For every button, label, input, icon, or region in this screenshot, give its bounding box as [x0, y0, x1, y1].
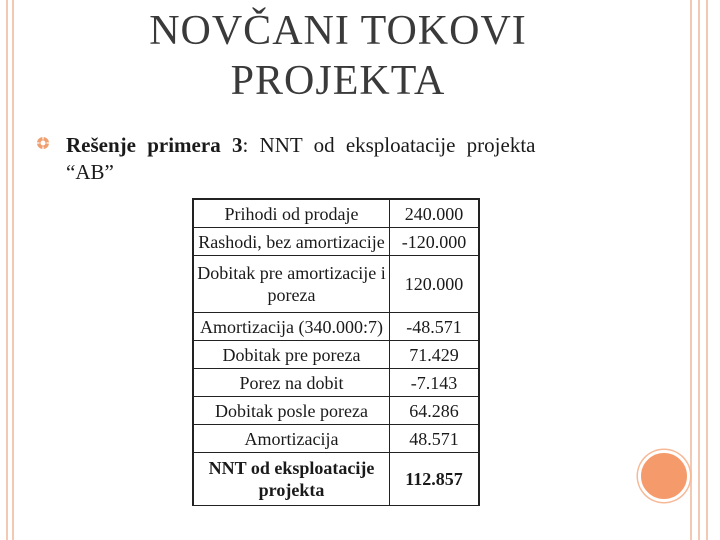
- row-label: Dobitak pre poreza: [194, 341, 390, 369]
- slide-title-line-2: PROJEKTA: [230, 58, 446, 104]
- row-value: -48.571: [390, 313, 479, 341]
- bullet-bold-text: Rešenje primera 3: [66, 133, 243, 157]
- row-label: Dobitak posle poreza: [194, 397, 390, 425]
- row-value: 112.857: [390, 453, 479, 506]
- decorative-circle: [638, 450, 690, 502]
- table-row: [194, 425, 479, 453]
- row-label: Dobitak pre amortizacije i poreza: [194, 256, 390, 313]
- row-value: 240.000: [390, 200, 479, 228]
- sun-gear-bullet-icon: [36, 136, 50, 150]
- slide-title: [118, 6, 558, 106]
- bullet-text: [66, 132, 626, 186]
- table-row: [194, 341, 479, 369]
- left-border-line-2: [12, 0, 14, 540]
- slide-title-line-1: NOVČANI TOKOVI: [149, 8, 527, 54]
- bullet-regular-text: : NNT od eksploatacije projekta: [242, 133, 536, 157]
- row-label: Amortizacija (340.000:7): [194, 313, 390, 341]
- left-border-line-1: [6, 0, 8, 540]
- row-value: -120.000: [390, 228, 479, 256]
- right-border-line-3: [706, 0, 708, 540]
- row-label: Rashodi, bez amortizacije: [194, 228, 390, 256]
- table-row: [194, 228, 479, 256]
- table-row: [194, 313, 479, 341]
- table-row: [194, 256, 479, 313]
- row-value: 120.000: [390, 256, 479, 313]
- row-value: 71.429: [390, 341, 479, 369]
- row-value: 48.571: [390, 425, 479, 453]
- row-label: NNT od eksploatacije projekta: [194, 453, 390, 506]
- row-label: Porez na dobit: [194, 369, 390, 397]
- row-value: 64.286: [390, 397, 479, 425]
- row-label: Amortizacija: [194, 425, 390, 453]
- row-label: Prihodi od prodaje: [194, 200, 390, 228]
- right-border-line-2: [698, 0, 700, 540]
- right-border-line-1: [690, 0, 692, 540]
- table-row-total: [194, 453, 479, 506]
- row-value: -7.143: [390, 369, 479, 397]
- table-row: [194, 397, 479, 425]
- bullet-text-line-2: “AB”: [66, 160, 114, 184]
- cash-flow-table: [192, 198, 480, 506]
- table-row: [194, 200, 479, 228]
- table-row: [194, 369, 479, 397]
